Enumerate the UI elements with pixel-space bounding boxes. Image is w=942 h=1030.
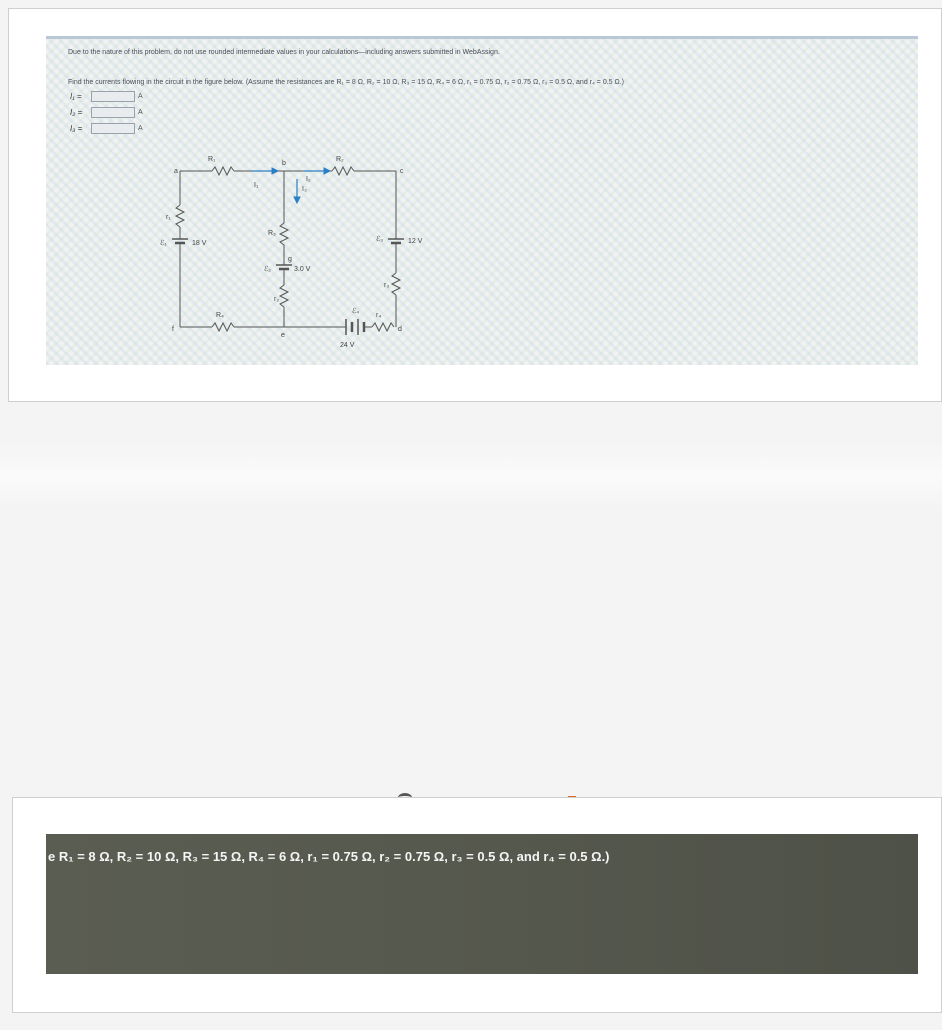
emf-E1: 18 V xyxy=(192,240,207,247)
node-a: a xyxy=(174,168,178,175)
answer-unit: A xyxy=(138,109,143,116)
label-r2: r₂ xyxy=(274,296,280,303)
answer-unit: A xyxy=(138,125,143,132)
label-r1: r₁ xyxy=(166,214,171,221)
node-f: f xyxy=(172,326,174,333)
answer-input-i1[interactable] xyxy=(91,91,135,102)
node-b: b xyxy=(282,160,286,167)
answer-input-i3[interactable] xyxy=(91,123,135,134)
answer-row-i3 xyxy=(70,123,143,134)
label-I2: I₂ xyxy=(306,176,311,183)
answer-row-i1 xyxy=(70,91,143,102)
label-R3: R₃ xyxy=(268,230,276,237)
current-arrow-icon xyxy=(324,168,330,174)
emf-E4: 24 V xyxy=(340,342,355,349)
node-e: e xyxy=(281,332,285,339)
problem-instruction: Find the currents flowing in the circuit in the figure below. (Assume the resistances are R₁ = 8 Ω, R₂ = 10 Ω, R₃ = 15 Ω, R₄ = 6 Ω, r₁ = 0.75 Ω, r₂ = 0.75 Ω, r₃ = 0.5 Ω, and r₄ = 0.5 Ω.) xyxy=(68,79,625,86)
circuit-diagram xyxy=(154,143,474,363)
problem-intro: Due to the nature of this problem, do not use rounded intermediate values in your calculations—including answers submitted in WebAssign. xyxy=(68,49,500,56)
current-arrow-icon xyxy=(294,197,300,203)
label-I3: I₃ xyxy=(302,186,307,193)
label-R4: R₄ xyxy=(216,312,224,319)
zoomed-resistances-text: e R₁ = 8 Ω, R₂ = 10 Ω, R₃ = 15 Ω, R₄ = 6 Ω, r₁ = 0.75 Ω, r₂ = 0.75 Ω, r₃ = 0.5 Ω, and r₄ = 0.5 Ω.) xyxy=(48,849,610,864)
answer-label: I₃ = xyxy=(70,124,83,133)
label-E2: ℰ₂ xyxy=(264,266,271,273)
label-R1: R₁ xyxy=(208,156,216,163)
answer-unit: A xyxy=(138,93,143,100)
node-d: d xyxy=(398,326,402,333)
current-arrow-icon xyxy=(272,168,278,174)
label-r3: r₃ xyxy=(384,282,390,289)
webassign-problem xyxy=(46,36,918,365)
label-E4: ℰ₄ xyxy=(352,308,360,315)
answer-input-i2[interactable] xyxy=(91,107,135,118)
node-c: c xyxy=(400,168,404,175)
answer-label: I₂ = xyxy=(70,108,83,117)
label-R2: R₂ xyxy=(336,156,344,163)
node-g: g xyxy=(288,256,292,263)
label-I1: I₁ xyxy=(254,182,259,189)
label-E3: ℰ₃ xyxy=(376,236,384,243)
answer-row-i2 xyxy=(70,107,143,118)
label-r4: r₄ xyxy=(376,312,382,319)
answer-label: I₁ = xyxy=(70,92,82,101)
emf-E3: 12 V xyxy=(408,238,423,245)
emf-E2: 3.0 V xyxy=(294,266,311,273)
label-E1: ℰ₁ xyxy=(160,240,167,247)
background-streak xyxy=(0,440,942,510)
